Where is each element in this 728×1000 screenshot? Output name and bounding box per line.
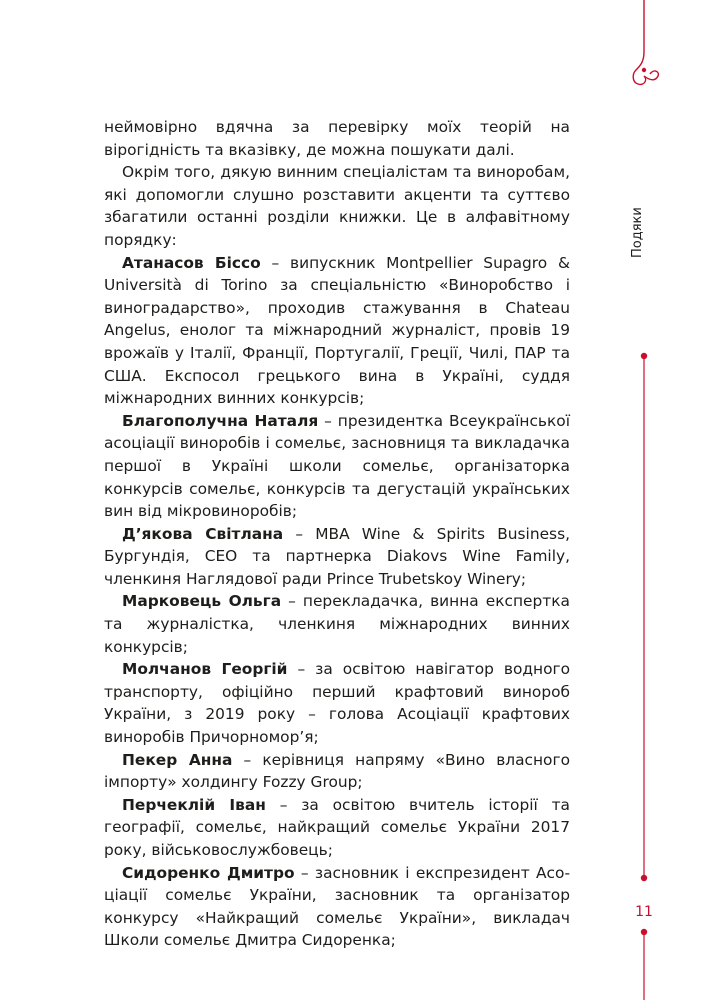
- person-name: Д’якова Світлана: [122, 524, 284, 543]
- person-name: Атанасов Біссо: [122, 253, 261, 272]
- person-name: Молчанов Георгій: [122, 660, 288, 679]
- person-name: Пекер Анна: [122, 750, 233, 769]
- acknowledgement-entry: [104, 658, 570, 748]
- paragraph: [104, 161, 570, 251]
- main-text: [104, 116, 570, 952]
- acknowledgement-entry: [104, 410, 570, 523]
- paragraph: [104, 116, 570, 161]
- paragraph-text: – за освітою навігатор водного транспорту, офіційно перший крафтовий винороб України, з 2019 року – голова Асоціації крафтових виноробів Причорномор’я;: [104, 660, 570, 747]
- page-number: 11: [635, 904, 653, 920]
- paragraph-text: – президентка Всеукраїнської асоціації виноробів і сомельє, засновниця та викладачка першої в Україні школи сомельє, організаторка конкурсів сомельє, конкурсів та дегустацій українських вин від мікровиноробів;: [104, 411, 570, 521]
- acknowledgement-entry: [104, 523, 570, 591]
- acknowledgement-entry: [104, 862, 570, 952]
- person-name: Марковець Ольга: [122, 592, 282, 611]
- running-section-title: Подяки: [630, 207, 645, 258]
- acknowledgement-entry: [104, 749, 570, 794]
- acknowledgement-entry: [104, 794, 570, 862]
- paragraph-text: Окрім того, дякую винним спеціалістам та виноробам, які допомогли слушно розставити акценти та суттєво збагатили останні розділи книжки. Це в алфавітному порядку:: [104, 163, 570, 249]
- paragraph-text: – засновник і експрезидент Асоціації сомельє України, засновник та організатор конкурсу «Найкращий сомельє України», викладач Школи сомельє Дмитра Сидоренка;: [104, 863, 570, 950]
- top-flourish-ornament: [633, 0, 658, 84]
- acknowledgement-entry: [104, 252, 570, 410]
- acknowledgement-entry: [104, 590, 570, 658]
- person-name: Сидоренко Дмитро: [122, 863, 295, 882]
- top-flourish-dot: [642, 68, 646, 72]
- paragraph-text: – перекладачка, винна експертка та журналістка, членкиня міжнародних винних конкурсів;: [104, 592, 570, 656]
- paragraph-text: – за освітою вчитель історії та географії, сомельє, найкращий сомельє України 2017 року, військовослужбовець;: [104, 795, 570, 859]
- rule-dot-mid: [641, 875, 647, 881]
- paragraph-text: – випускник Montpellier Supagro & Università di Torino за спеціальністю «Виноробство і виноградарство», проходив стажування в Chateau Angelus, енолог та міжнародний журналіст, провів 19 врожаїв у Італії, Франції, Португалії, Греції, Чилі, ПАР та США. Експосол грецького вина в Україні, суддя міжнародних винних конкурсів;: [104, 253, 570, 408]
- paragraph-text: неймовірно вдячна за перевірку моїх теорій на вірогідність та вказівку, де можна пошукати далі.: [104, 118, 570, 159]
- person-name: Перчеклій Іван: [122, 795, 266, 814]
- paragraph-text: – MBA Wine & Spirits Business, Бургундія, CEO та партнерка Diakovs Wine Family, членкиня Наглядової ради Prince Trubetskoy Winery;: [104, 524, 570, 588]
- rule-dot-top: [641, 353, 647, 359]
- paragraph-text: – керівниця напряму «Вино власного імпорту» холдингу Fozzy Group;: [104, 750, 570, 792]
- person-name: Благополучна Наталя: [122, 411, 319, 430]
